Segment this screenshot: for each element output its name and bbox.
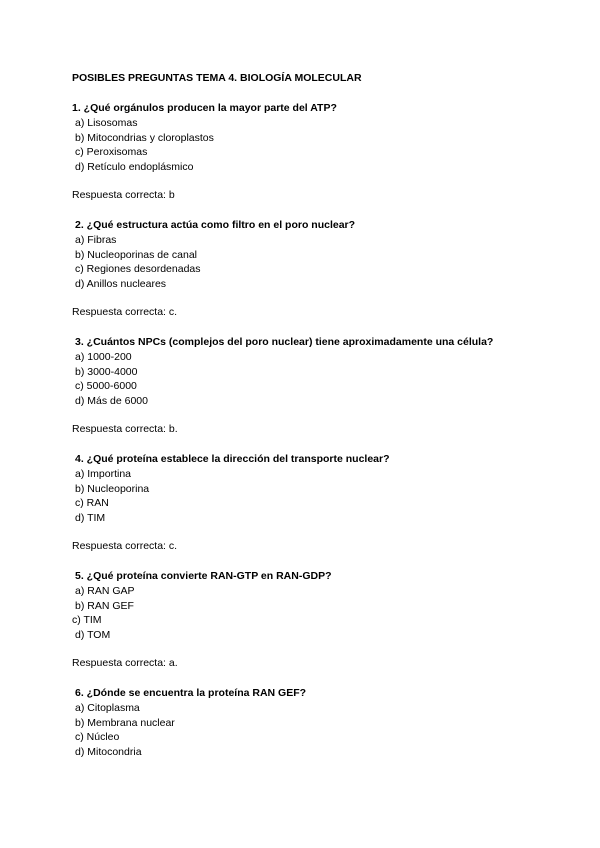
question-6 xyxy=(72,686,542,760)
option-b: b) 3000-4000 xyxy=(75,365,138,378)
question-text: 1. ¿Qué orgánulos producen la mayor parte del ATP? xyxy=(72,101,337,114)
correct-answer: Respuesta correcta: b xyxy=(72,189,175,201)
option-c: c) Peroxisomas xyxy=(75,146,148,158)
question-text: 3. ¿Cuántos NPCs (complejos del poro nuclear) tiene aproximadamente una célula? xyxy=(75,335,494,348)
document-page xyxy=(72,71,542,759)
option-b: b) Membrana nuclear xyxy=(75,716,175,729)
option-a: a) RAN GAP xyxy=(75,585,135,597)
option-a: a) Lisosomas xyxy=(75,117,138,129)
option-d: d) TOM xyxy=(75,628,111,641)
question-text: 5. ¿Qué proteína convierte RAN-GTP en RAN-GDP? xyxy=(75,569,332,582)
option-c: c) Núcleo xyxy=(75,731,120,743)
option-a: a) Fibras xyxy=(75,234,117,246)
option-d: d) Anillos nucleares xyxy=(75,277,167,290)
correct-answer: Respuesta correcta: c. xyxy=(72,306,178,318)
option-a: a) Citoplasma xyxy=(75,702,140,714)
correct-answer: Respuesta correcta: c. xyxy=(72,540,178,552)
option-c: c) TIM xyxy=(72,614,102,626)
question-1 xyxy=(72,101,542,203)
option-b: b) Nucleoporina xyxy=(75,482,150,495)
option-a: a) Importina xyxy=(75,468,132,480)
option-c: c) 5000-6000 xyxy=(75,380,137,392)
correct-answer: Respuesta correcta: a. xyxy=(72,657,178,669)
question-text: 6. ¿Dónde se encuentra la proteína RAN GEF? xyxy=(75,686,307,699)
option-d: d) TIM xyxy=(75,511,106,524)
question-text: 2. ¿Qué estructura actúa como filtro en el poro nuclear? xyxy=(75,218,356,231)
option-c: c) RAN xyxy=(75,497,109,509)
document-title: POSIBLES PREGUNTAS TEMA 4. BIOLOGÍA MOLECULAR xyxy=(72,72,362,84)
correct-answer: Respuesta correcta: b. xyxy=(72,423,178,435)
question-3 xyxy=(72,335,542,437)
question-2 xyxy=(72,218,542,320)
option-b: b) Nucleoporinas de canal xyxy=(75,248,197,261)
option-c: c) Regiones desordenadas xyxy=(75,263,201,275)
question-5 xyxy=(72,569,542,671)
option-b: b) Mitocondrias y cloroplastos xyxy=(75,131,214,144)
option-a: a) 1000-200 xyxy=(75,351,132,363)
option-d: d) Retículo endoplásmico xyxy=(75,160,194,173)
question-4 xyxy=(72,452,542,554)
question-text: 4. ¿Qué proteína establece la dirección del transporte nuclear? xyxy=(75,452,390,465)
option-d: d) Más de 6000 xyxy=(75,394,148,407)
option-d: d) Mitocondria xyxy=(75,745,142,758)
option-b: b) RAN GEF xyxy=(75,599,134,612)
